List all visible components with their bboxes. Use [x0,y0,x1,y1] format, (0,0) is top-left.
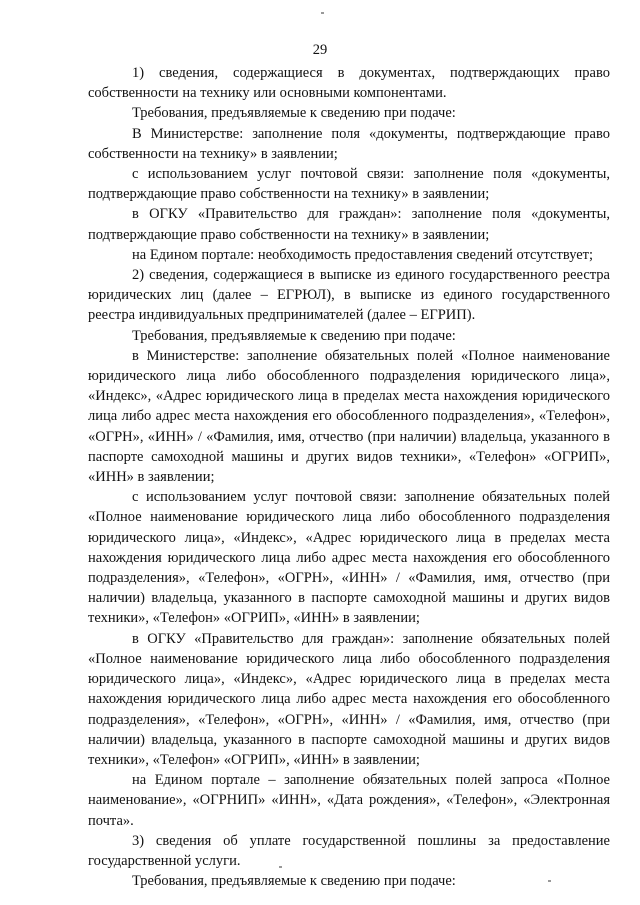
paragraph: на Едином портале – заполнение обязательных полей запроса «Полное наименование», «ОГРНИП» «ИНН», «Дата рождения», «Телефон», «Электронная почта». [88,772,610,829]
scan-speck [321,12,324,14]
paragraph: в Министерстве: заполнение обязательных полей «Полное наименование юридического лица либо обособленного подразделения юридического лица», «Индекс», «Адрес юридического лица в пределах места нахождения юридического лица либо адрес места нахождения его обособленного подразделения», «Телефон», «ОГРН», «ИНН» / «Фамилия, имя, отчество (при наличии) владельца, указанного в паспорте самоходной машины и других видов техники», «Телефон» «ОГРИП», «ИНН» в заявлении; [88,347,610,486]
paragraph: 3) сведения об уплате государственной пошлины за предоставление государственной услуги. [88,832,610,869]
paragraph: с использованием услуг почтовой связи: заполнение поля «документы, подтверждающие право собственности на технику» в заявлении; [88,166,610,203]
paragraph: 2) сведения, содержащиеся в выписке из единого государственного реестра юридических лиц (далее – ЕГРЮЛ), в выписке из единого государственного реестра индивидуальных предпринимателей (далее – ЕГРИП). [88,267,610,324]
paragraph: 1) сведения, содержащиеся в документах, подтверждающих право собственности на технику или основными компонентами. [88,65,610,102]
scan-speck [548,880,551,882]
paragraph: Требования, предъявляемые к сведению при подаче: [132,105,456,122]
paragraph: на Едином портале: необходимость предоставления сведений отсутствует; [132,246,594,263]
paragraph: В Министерстве: заполнение поля «документы, подтверждающие право собственности на технику» в заявлении; [88,125,610,162]
document-body [88,63,610,891]
paragraph: в ОГКУ «Правительство для граждан»: заполнение поля «документы, подтверждающие право собственности на технику» в заявлении; [88,206,610,243]
paragraph: в ОГКУ «Правительство для граждан»: заполнение обязательных полей «Полное наименование юридического лица либо обособленного подразделения юридического лица», «Индекс», «Адрес юридического лица в пределах места нахождения юридического лица либо адрес места нахождения его обособленного подразделения», «Телефон», «ОГРН», «ИНН» / «Фамилия, имя, отчество (при наличии) владельца, указанного в паспорте самоходной машины и других видов техники», «Телефон» «ОГРИП», «ИНН» в заявлении; [88,630,610,768]
page-number: 29 [312,42,328,58]
scan-speck [279,866,282,868]
paragraph: Требования, предъявляемые к сведению при подаче: [132,327,456,344]
paragraph: Требования, предъявляемые к сведению при подаче: [132,873,456,890]
paragraph: с использованием услуг почтовой связи: заполнение обязательных полей «Полное наименование юридического лица либо обособленного подразделения юридического лица», «Индекс», «Адрес юридического лица в пределах места нахождения юридического лица либо адрес места нахождения его обособленного подразделения», «Телефон», «ОГРН», «ИНН» / «Фамилия, имя, отчество (при наличии) владельца, указанного в паспорте самоходной машины и других видов техники», «Телефон» «ОГРИП», «ИНН» в заявлении; [88,489,610,627]
